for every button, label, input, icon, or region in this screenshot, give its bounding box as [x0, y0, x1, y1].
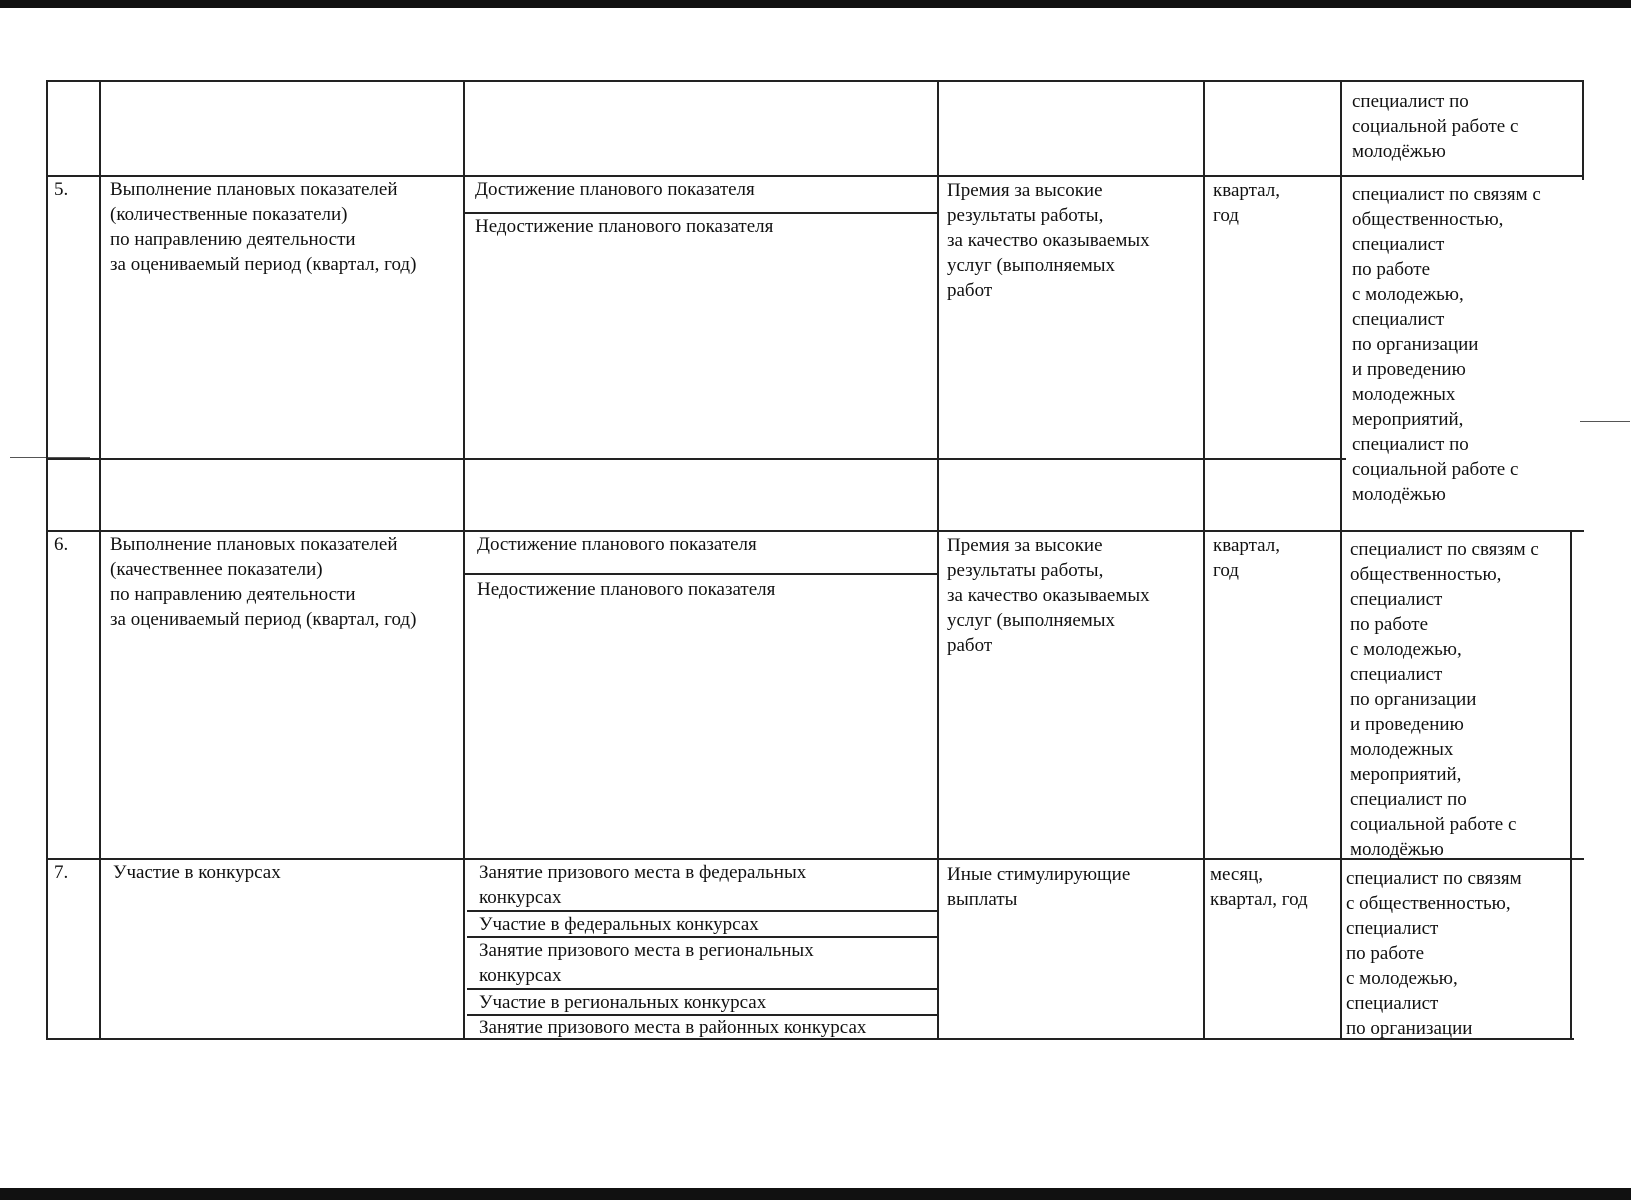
- col-divider: [1203, 80, 1205, 1040]
- criterion-item: Достижение планового показателя: [477, 534, 757, 555]
- indicator-cell: Участие в конкурсах: [113, 862, 281, 883]
- criterion-item: Занятие призового места в федеральных конкурсах: [479, 862, 807, 908]
- criterion-item: Достижение планового показателя: [475, 179, 755, 200]
- table-border-right: [1582, 80, 1584, 180]
- row-number: 5.: [54, 179, 69, 200]
- responsible-cell: специалист по связям с общественностью, специалист по работе с молодежью, специалист по организации: [1346, 868, 1522, 1039]
- criterion-item: Недостижение планового показателя: [475, 216, 774, 237]
- payment-cell: Иные стимулирующие выплаты: [947, 864, 1131, 910]
- row-number: 6.: [54, 534, 69, 555]
- period-cell: квартал, год: [1213, 180, 1281, 226]
- criterion-item: Участие в федеральных конкурсах: [479, 914, 759, 935]
- criterion-item: Занятие призового места в региональных конкурсах: [479, 940, 814, 986]
- criterion-item: Недостижение планового показателя: [477, 579, 776, 600]
- col-divider: [1340, 80, 1342, 1040]
- table-border-left: [46, 80, 48, 1040]
- criterion-item: Участие в региональных конкурсах: [479, 992, 767, 1013]
- table-border-right: [1570, 530, 1572, 1040]
- indicator-cell: Выполнение плановых показателей (количественные показатели) по направлению деятельности за оцениваемый период (квартал, год): [110, 179, 417, 275]
- col-divider: [937, 80, 939, 1040]
- criterion-item: Занятие призового места в районных конкурсах: [479, 1017, 867, 1038]
- col-divider: [99, 80, 101, 1040]
- responsible-cell: специалист по социальной работе с молодёжью: [1352, 91, 1519, 162]
- period-cell: месяц, квартал, год: [1210, 864, 1308, 910]
- period-cell: квартал, год: [1213, 535, 1281, 581]
- indicator-cell: Выполнение плановых показателей (качественнее показатели) по направлению деятельности за оцениваемый период (квартал, год): [110, 534, 417, 630]
- row-number: 7.: [54, 862, 69, 883]
- payment-cell: Премия за высокие результаты работы, за качество оказываемых услуг (выполняемых работ: [947, 535, 1150, 656]
- col-divider: [463, 80, 465, 1040]
- page-break-line: [46, 458, 1346, 460]
- sub-row-divider: [463, 573, 937, 575]
- payment-cell: Премия за высокие результаты работы, за качество оказываемых услуг (выполняемых работ: [947, 180, 1150, 301]
- responsible-cell: специалист по связям с общественностью, специалист по работе с молодежью, специалист по организации и проведению молодежных мероприятий, специалист по социальной работе с молодёжью: [1350, 539, 1539, 860]
- responsible-cell: специалист по связям с общественностью, специалист по работе с молодежью, специалист по организации и проведению молодежных мероприятий, специалист по социальной работе с молодёжью: [1352, 184, 1541, 505]
- table-border-top: [46, 80, 1584, 82]
